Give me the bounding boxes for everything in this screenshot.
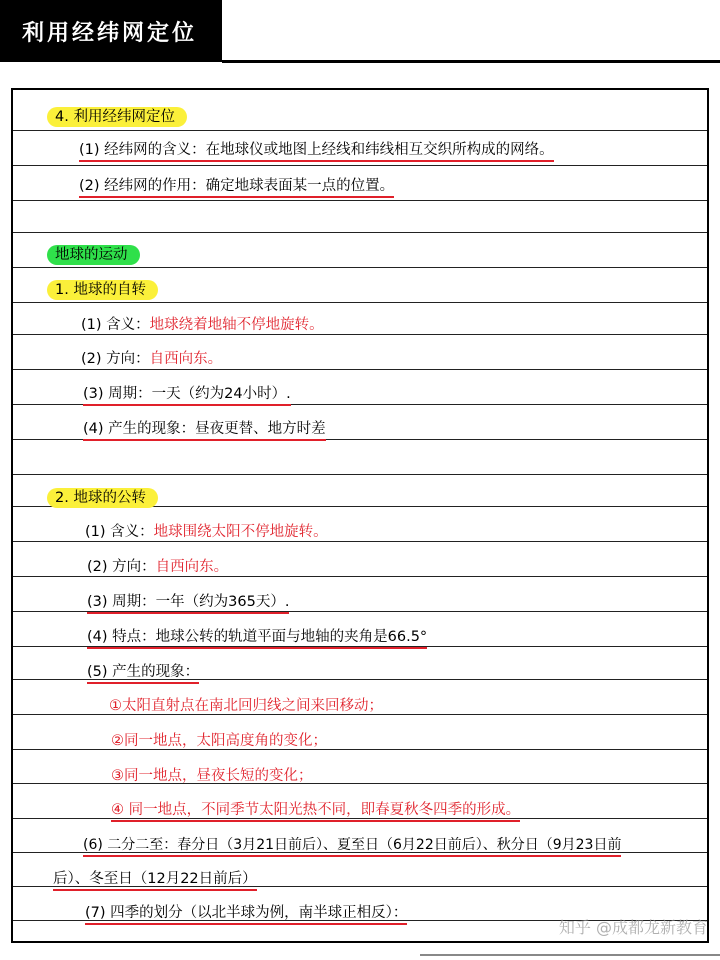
watermark: 知乎 @成都龙新教育 xyxy=(558,918,708,937)
note-line xyxy=(79,176,394,196)
ruled-line xyxy=(13,474,707,475)
note-text: (7) 四季的划分（以北半球为例，南半球正相反）： xyxy=(85,905,407,925)
section-heading xyxy=(47,107,187,127)
note-text: (1) 经纬网的含义：在地球仪或地图上经线和纬线相互交织所构成的网络。 xyxy=(79,142,554,162)
ruled-line xyxy=(13,165,707,166)
page-title-text: 利用经纬网定位 xyxy=(22,20,198,46)
heading-text: 4. 利用经纬网定位 xyxy=(47,107,187,127)
heading-text: 2. 地球的公转 xyxy=(47,488,158,508)
note-answer: 自西向东。 xyxy=(155,559,229,575)
note-text: (3) 周期：一天（约为24小时）. xyxy=(83,386,291,406)
note-text: (3) 周期：一年（约为365天）. xyxy=(87,594,289,614)
note-line xyxy=(53,869,257,889)
note-label: (1) 含义： xyxy=(85,524,154,540)
note-text: 后）、冬至日（12月22日前后） xyxy=(53,871,257,891)
notebook-page xyxy=(11,88,709,943)
ruled-line xyxy=(13,232,707,233)
ruled-line xyxy=(13,302,707,303)
note-line xyxy=(111,800,520,820)
ruled-line xyxy=(13,200,707,201)
note-text: (4) 特点：地球公转的轨道平面与地轴的夹角是66.5° xyxy=(87,629,427,649)
note-answer: 地球围绕太阳不停地旋转。 xyxy=(153,524,328,540)
note-line xyxy=(87,662,199,682)
section-heading xyxy=(47,245,140,265)
note-line xyxy=(111,766,313,786)
note-answer: ②同一地点，太阳高度角的变化； xyxy=(111,733,327,749)
note-line xyxy=(83,384,291,404)
note-line xyxy=(111,731,327,751)
note-line xyxy=(85,522,328,542)
note-answer: 自西向东。 xyxy=(149,351,223,367)
note-text: (4) 产生的现象：昼夜更替、地方时差 xyxy=(83,421,326,441)
note-line xyxy=(87,592,289,612)
note-line xyxy=(87,557,228,577)
note-line xyxy=(81,315,324,335)
note-line xyxy=(81,349,222,369)
title-divider xyxy=(222,60,720,63)
note-label: (2) 方向： xyxy=(81,351,150,367)
bottom-divider xyxy=(420,954,720,956)
ruled-line xyxy=(13,369,707,370)
note-line xyxy=(83,835,621,855)
heading-text: 地球的运动 xyxy=(47,245,140,265)
note-line xyxy=(79,140,554,160)
note-answer: ④ 同一地点，不同季节太阳光热不同，即春夏秋冬四季的形成。 xyxy=(111,802,520,822)
note-line xyxy=(109,696,383,716)
section-heading xyxy=(47,280,158,300)
section-heading xyxy=(47,488,158,508)
note-label: (1) 含义： xyxy=(81,317,150,333)
page-title xyxy=(0,0,222,62)
note-line xyxy=(83,419,326,439)
note-line xyxy=(85,903,407,923)
note-text: (6) 二分二至：春分日（3月21日前后）、夏至日（6月22日前后）、秋分日（9月23日前 xyxy=(83,837,621,857)
ruled-line xyxy=(13,267,707,268)
note-text: (5) 产生的现象： xyxy=(87,664,199,684)
heading-text: 1. 地球的自转 xyxy=(47,280,158,300)
note-line xyxy=(87,627,427,647)
note-text: (2) 经纬网的作用：确定地球表面某一点的位置。 xyxy=(79,178,394,198)
ruled-line xyxy=(13,130,707,131)
note-answer: 地球绕着地轴不停地旋转。 xyxy=(149,317,324,333)
note-answer: ①太阳直射点在南北回归线之间来回移动； xyxy=(109,698,383,714)
note-answer: ③同一地点，昼夜长短的变化； xyxy=(111,768,313,784)
note-label: (2) 方向： xyxy=(87,559,156,575)
